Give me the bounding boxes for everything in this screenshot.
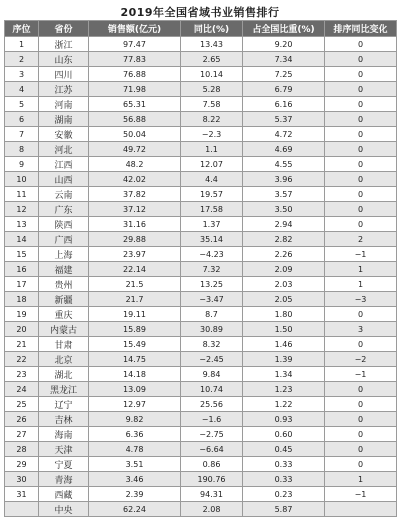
yoy-cell: 35.14	[181, 232, 243, 247]
share-cell: 0.33	[243, 472, 325, 487]
yoy-cell: 10.14	[181, 67, 243, 82]
sales-cell: 4.78	[89, 442, 181, 457]
table-row	[5, 187, 397, 202]
province-cell: 江苏	[39, 82, 89, 97]
rank-change-cell: 0	[325, 127, 397, 142]
rank-cell: 6	[5, 112, 39, 127]
province-cell: 广西	[39, 232, 89, 247]
sales-cell: 21.5	[89, 277, 181, 292]
province-cell: 上海	[39, 247, 89, 262]
province-cell: 青海	[39, 472, 89, 487]
rank-change-cell: 3	[325, 322, 397, 337]
province-cell: 湖南	[39, 112, 89, 127]
table-row	[5, 112, 397, 127]
rank-change-cell: 0	[325, 67, 397, 82]
sales-cell: 76.88	[89, 67, 181, 82]
yoy-cell: 10.74	[181, 382, 243, 397]
rank-change-cell: 0	[325, 172, 397, 187]
rank-change-cell: 0	[325, 457, 397, 472]
share-cell: 2.09	[243, 262, 325, 277]
sales-cell: 50.04	[89, 127, 181, 142]
table-row	[5, 82, 397, 97]
sales-cell: 13.09	[89, 382, 181, 397]
rank-change-cell: 0	[325, 397, 397, 412]
rank-change-cell: −1	[325, 247, 397, 262]
province-cell: 云南	[39, 187, 89, 202]
rank-change-cell: 0	[325, 412, 397, 427]
sales-cell: 42.02	[89, 172, 181, 187]
table-row	[5, 487, 397, 502]
sales-cell: 3.51	[89, 457, 181, 472]
sales-cell: 71.98	[89, 82, 181, 97]
sales-cell: 21.7	[89, 292, 181, 307]
sales-cell: 3.46	[89, 472, 181, 487]
rank-change-cell: 0	[325, 337, 397, 352]
rank-cell: 19	[5, 307, 39, 322]
sales-cell: 19.11	[89, 307, 181, 322]
rank-cell: 2	[5, 52, 39, 67]
rank-change-cell: 0	[325, 142, 397, 157]
yoy-cell: 5.28	[181, 82, 243, 97]
share-cell: 2.82	[243, 232, 325, 247]
rank-cell: 24	[5, 382, 39, 397]
province-cell: 贵州	[39, 277, 89, 292]
province-cell: 西藏	[39, 487, 89, 502]
share-cell: 0.33	[243, 457, 325, 472]
table-row	[5, 262, 397, 277]
province-cell: 河北	[39, 142, 89, 157]
rank-change-cell: 0	[325, 52, 397, 67]
rank-change-cell: 0	[325, 217, 397, 232]
sales-cell: 14.75	[89, 352, 181, 367]
rank-change-cell: 0	[325, 112, 397, 127]
table-row	[5, 397, 397, 412]
sales-cell: 6.36	[89, 427, 181, 442]
yoy-cell: 94.31	[181, 487, 243, 502]
rank-change-cell: 0	[325, 37, 397, 52]
rank-cell: 14	[5, 232, 39, 247]
province-cell: 湖北	[39, 367, 89, 382]
share-cell: 2.03	[243, 277, 325, 292]
share-cell: 2.05	[243, 292, 325, 307]
province-cell: 天津	[39, 442, 89, 457]
table-row	[5, 172, 397, 187]
province-cell: 内蒙古	[39, 322, 89, 337]
sales-cell: 65.31	[89, 97, 181, 112]
share-cell: 0.23	[243, 487, 325, 502]
table-row	[5, 37, 397, 52]
yoy-cell: −1.6	[181, 412, 243, 427]
table-row	[5, 52, 397, 67]
province-cell: 重庆	[39, 307, 89, 322]
sales-cell: 14.18	[89, 367, 181, 382]
yoy-cell: 25.56	[181, 397, 243, 412]
share-cell: 7.34	[243, 52, 325, 67]
province-cell: 陕西	[39, 217, 89, 232]
province-cell: 浙江	[39, 37, 89, 52]
rank-cell: 7	[5, 127, 39, 142]
sales-cell: 31.16	[89, 217, 181, 232]
table-row	[5, 127, 397, 142]
share-cell: 4.72	[243, 127, 325, 142]
table-row	[5, 232, 397, 247]
rank-cell: 31	[5, 487, 39, 502]
share-cell: 2.94	[243, 217, 325, 232]
rank-cell: 30	[5, 472, 39, 487]
column-header-yoy: 同比(%)	[181, 21, 243, 37]
yoy-cell: 7.32	[181, 262, 243, 277]
sales-cell: 22.14	[89, 262, 181, 277]
table-row	[5, 472, 397, 487]
sales-cell: 2.39	[89, 487, 181, 502]
rank-cell: 3	[5, 67, 39, 82]
table-header	[5, 21, 397, 37]
sales-cell: 37.12	[89, 202, 181, 217]
sales-cell: 23.97	[89, 247, 181, 262]
sales-cell: 62.24	[89, 502, 181, 517]
sales-cell: 12.97	[89, 397, 181, 412]
rank-cell: 16	[5, 262, 39, 277]
yoy-cell: 2.65	[181, 52, 243, 67]
yoy-cell: 8.32	[181, 337, 243, 352]
yoy-cell: 19.57	[181, 187, 243, 202]
table-row	[5, 502, 397, 517]
share-cell: 4.69	[243, 142, 325, 157]
table-row	[5, 352, 397, 367]
yoy-cell: 30.89	[181, 322, 243, 337]
province-cell: 辽宁	[39, 397, 89, 412]
sales-cell: 97.47	[89, 37, 181, 52]
yoy-cell: −2.75	[181, 427, 243, 442]
share-cell: 3.57	[243, 187, 325, 202]
yoy-cell: −6.64	[181, 442, 243, 457]
sales-cell: 77.83	[89, 52, 181, 67]
share-cell: 0.45	[243, 442, 325, 457]
rank-change-cell: −1	[325, 487, 397, 502]
yoy-cell: −2.45	[181, 352, 243, 367]
share-cell: 3.50	[243, 202, 325, 217]
share-cell: 1.50	[243, 322, 325, 337]
rank-change-cell: −3	[325, 292, 397, 307]
yoy-cell: 7.58	[181, 97, 243, 112]
table-row	[5, 307, 397, 322]
table-row	[5, 337, 397, 352]
province-cell: 广东	[39, 202, 89, 217]
table-row	[5, 277, 397, 292]
sales-cell: 48.2	[89, 157, 181, 172]
share-cell: 9.20	[243, 37, 325, 52]
yoy-cell: 0.86	[181, 457, 243, 472]
table-row	[5, 97, 397, 112]
share-cell: 1.39	[243, 352, 325, 367]
rank-cell: 22	[5, 352, 39, 367]
yoy-cell: 17.58	[181, 202, 243, 217]
page-title: 2019年全国省域书业销售排行	[120, 6, 280, 19]
yoy-cell: 4.4	[181, 172, 243, 187]
sales-cell: 15.49	[89, 337, 181, 352]
table-row	[5, 442, 397, 457]
rank-change-cell: 0	[325, 307, 397, 322]
column-header-sales: 销售额(亿元)	[89, 21, 181, 37]
rank-cell: 17	[5, 277, 39, 292]
rank-cell: 10	[5, 172, 39, 187]
rank-change-cell: 1	[325, 472, 397, 487]
province-cell: 甘肃	[39, 337, 89, 352]
table-row	[5, 457, 397, 472]
rank-change-cell: 0	[325, 382, 397, 397]
table-row	[5, 217, 397, 232]
table-row	[5, 322, 397, 337]
rank-change-cell: 0	[325, 187, 397, 202]
rank-cell: 26	[5, 412, 39, 427]
rank-cell: 9	[5, 157, 39, 172]
table-row	[5, 382, 397, 397]
province-cell: 北京	[39, 352, 89, 367]
province-cell: 江西	[39, 157, 89, 172]
province-cell: 山东	[39, 52, 89, 67]
rank-change-cell: −2	[325, 352, 397, 367]
rank-cell: 5	[5, 97, 39, 112]
rank-change-cell: 0	[325, 157, 397, 172]
column-header-rank-change: 排序同比变化	[325, 21, 397, 37]
yoy-cell: 12.07	[181, 157, 243, 172]
rank-change-cell	[325, 502, 397, 517]
province-cell: 安徽	[39, 127, 89, 142]
rank-change-cell: 0	[325, 97, 397, 112]
rank-cell: 21	[5, 337, 39, 352]
share-cell: 6.16	[243, 97, 325, 112]
province-cell: 山西	[39, 172, 89, 187]
rank-change-cell: 0	[325, 82, 397, 97]
column-header-rank: 序位	[5, 21, 39, 37]
header-row	[5, 21, 397, 37]
column-header-share: 占全国比重(%)	[243, 21, 325, 37]
yoy-cell: 1.1	[181, 142, 243, 157]
yoy-cell: 2.08	[181, 502, 243, 517]
province-cell: 福建	[39, 262, 89, 277]
share-cell: 4.55	[243, 157, 325, 172]
table-row	[5, 367, 397, 382]
province-cell: 海南	[39, 427, 89, 442]
rank-cell: 25	[5, 397, 39, 412]
rank-change-cell: 0	[325, 427, 397, 442]
rank-cell: 1	[5, 37, 39, 52]
share-cell: 1.46	[243, 337, 325, 352]
sales-cell: 56.88	[89, 112, 181, 127]
yoy-cell: 9.84	[181, 367, 243, 382]
share-cell: 1.34	[243, 367, 325, 382]
share-cell: 7.25	[243, 67, 325, 82]
yoy-cell: 1.37	[181, 217, 243, 232]
rank-cell: 20	[5, 322, 39, 337]
table-body	[5, 37, 397, 517]
table-row	[5, 67, 397, 82]
rank-change-cell: 0	[325, 442, 397, 457]
sales-cell: 29.88	[89, 232, 181, 247]
province-cell: 中央	[39, 502, 89, 517]
rank-change-cell: −1	[325, 367, 397, 382]
table-row	[5, 427, 397, 442]
table-row	[5, 412, 397, 427]
rank-cell: 12	[5, 202, 39, 217]
rank-cell: 11	[5, 187, 39, 202]
table-row	[5, 142, 397, 157]
table-row	[5, 292, 397, 307]
rank-cell: 4	[5, 82, 39, 97]
province-cell: 吉林	[39, 412, 89, 427]
rank-cell: 27	[5, 427, 39, 442]
yoy-cell: −2.3	[181, 127, 243, 142]
share-cell: 3.96	[243, 172, 325, 187]
province-cell: 宁夏	[39, 457, 89, 472]
yoy-cell: −3.47	[181, 292, 243, 307]
share-cell: 1.23	[243, 382, 325, 397]
rank-cell: 23	[5, 367, 39, 382]
rank-change-cell: 1	[325, 262, 397, 277]
sales-cell: 9.82	[89, 412, 181, 427]
yoy-cell: 190.76	[181, 472, 243, 487]
column-header-province: 省份	[39, 21, 89, 37]
rank-change-cell: 0	[325, 202, 397, 217]
table-row	[5, 157, 397, 172]
sales-ranking-table	[4, 20, 397, 517]
sales-cell: 15.89	[89, 322, 181, 337]
share-cell: 1.80	[243, 307, 325, 322]
table-row	[5, 247, 397, 262]
yoy-cell: 8.7	[181, 307, 243, 322]
rank-change-cell: 2	[325, 232, 397, 247]
province-cell: 四川	[39, 67, 89, 82]
rank-cell: 8	[5, 142, 39, 157]
rank-cell: 28	[5, 442, 39, 457]
rank-cell: 18	[5, 292, 39, 307]
rank-cell: 15	[5, 247, 39, 262]
yoy-cell: 8.22	[181, 112, 243, 127]
table-row	[5, 202, 397, 217]
province-cell: 黑龙江	[39, 382, 89, 397]
sales-cell: 49.72	[89, 142, 181, 157]
share-cell: 1.22	[243, 397, 325, 412]
province-cell: 新疆	[39, 292, 89, 307]
yoy-cell: −4.23	[181, 247, 243, 262]
share-cell: 0.93	[243, 412, 325, 427]
share-cell: 5.37	[243, 112, 325, 127]
province-cell: 河南	[39, 97, 89, 112]
share-cell: 6.79	[243, 82, 325, 97]
yoy-cell: 13.25	[181, 277, 243, 292]
share-cell: 0.60	[243, 427, 325, 442]
rank-cell	[5, 502, 39, 517]
yoy-cell: 13.43	[181, 37, 243, 52]
sales-cell: 37.82	[89, 187, 181, 202]
rank-cell: 13	[5, 217, 39, 232]
share-cell: 5.87	[243, 502, 325, 517]
rank-change-cell: 1	[325, 277, 397, 292]
share-cell: 2.26	[243, 247, 325, 262]
rank-cell: 29	[5, 457, 39, 472]
